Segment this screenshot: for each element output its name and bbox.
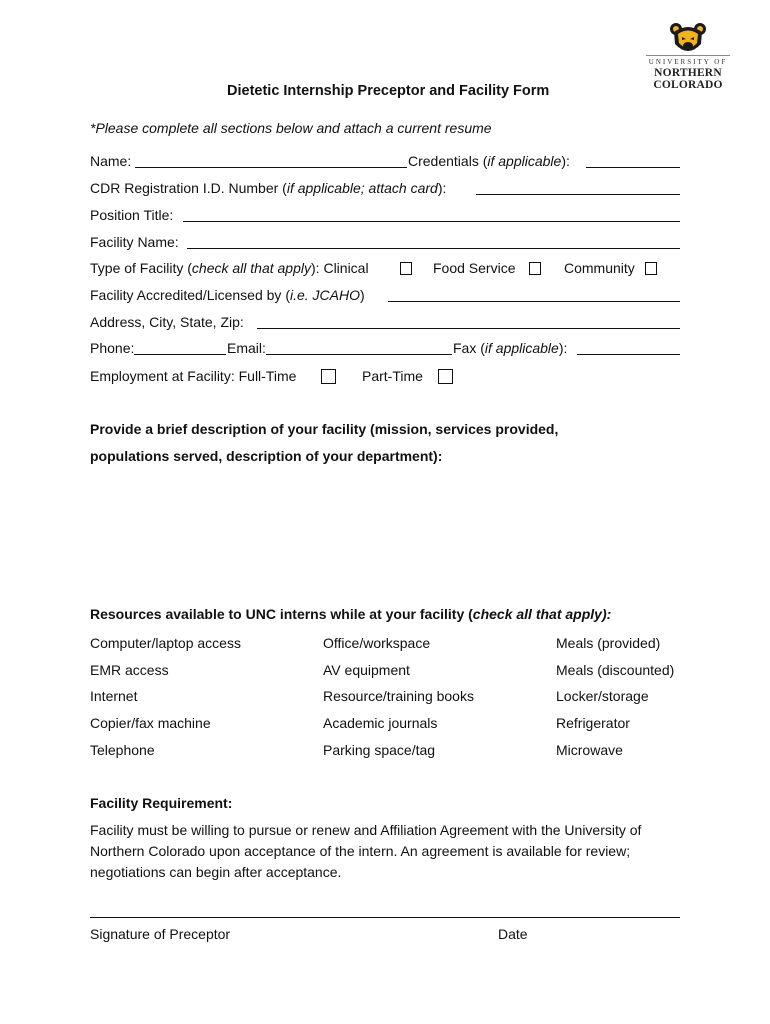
resource-item[interactable]: AV equipment <box>323 662 410 678</box>
accredited-field[interactable] <box>388 301 680 302</box>
resource-item[interactable]: Meals (provided) <box>556 635 661 651</box>
description-heading-line1: Provide a brief description of your facility (mission, services provided, <box>90 421 559 437</box>
accredited-label: Facility Accredited/Licensed by (i.e. JCAHO) <box>90 287 365 303</box>
fax-label: Fax (if applicable): <box>453 340 568 356</box>
resource-item[interactable]: Meals (discounted) <box>556 662 675 678</box>
address-label: Address, City, State, Zip: <box>90 314 244 330</box>
resource-item[interactable]: Copier/fax machine <box>90 715 211 731</box>
employment-label: Employment at Facility: Full-Time <box>90 368 297 384</box>
bear-mascot-icon <box>668 22 708 56</box>
facility-type-label: Type of Facility (check all that apply): Clinical <box>90 260 369 276</box>
resource-item[interactable]: Locker/storage <box>556 688 649 704</box>
resource-item[interactable]: Refrigerator <box>556 715 630 731</box>
position-label: Position Title: <box>90 207 174 223</box>
email-label: Email: <box>227 340 266 356</box>
clinical-checkbox[interactable] <box>400 262 412 275</box>
food-service-label: Food Service <box>433 260 516 276</box>
resource-item[interactable]: Microwave <box>556 742 623 758</box>
logo-line2: NORTHERN COLORADO <box>653 67 723 91</box>
requirement-text: Facility must be willing to pursue or renew and Affiliation Agreement with the University of Northern Colorado upon acceptance of the intern. An agreement is available for review; negotiations can begin after acceptance. <box>90 822 642 880</box>
email-field[interactable] <box>266 354 452 355</box>
name-field[interactable] <box>135 167 407 168</box>
resource-item[interactable]: Parking space/tag <box>323 742 436 758</box>
resource-item[interactable]: Academic journals <box>323 715 438 731</box>
food-service-checkbox[interactable] <box>529 262 541 275</box>
resource-item[interactable]: Office/workspace <box>323 635 431 651</box>
full-time-checkbox[interactable] <box>321 369 336 384</box>
date-label: Date <box>498 926 528 942</box>
signature-label: Signature of Preceptor <box>90 926 231 942</box>
description-heading-line2: populations served, description of your department): <box>90 448 443 464</box>
resource-item[interactable]: Computer/laptop access <box>90 635 241 651</box>
part-time-checkbox[interactable] <box>438 369 453 384</box>
facility-name-field[interactable] <box>187 248 680 249</box>
description-area[interactable] <box>90 475 680 595</box>
resource-item[interactable]: Resource/training books <box>323 688 474 704</box>
facility-name-label: Facility Name: <box>90 234 179 250</box>
cdr-field[interactable] <box>476 194 680 195</box>
unc-logo <box>618 22 758 91</box>
fax-field[interactable] <box>577 354 680 355</box>
resource-item[interactable]: EMR access <box>90 662 169 678</box>
signature-line[interactable] <box>90 917 680 918</box>
requirement-heading: Facility Requirement: <box>90 795 233 811</box>
part-time-label: Part-Time <box>362 368 423 384</box>
resource-item[interactable]: Internet <box>90 688 138 704</box>
name-label: Name: <box>90 153 132 169</box>
page-title: Dietetic Internship Preceptor and Facility Form <box>227 83 550 99</box>
resource-item[interactable]: Telephone <box>90 742 155 758</box>
community-checkbox[interactable] <box>645 262 657 275</box>
instruction-text: *Please complete all sections below and attach a current resume <box>90 120 492 136</box>
credentials-label: Credentials (if applicable): <box>408 153 570 169</box>
address-field[interactable] <box>257 328 680 329</box>
cdr-label: CDR Registration I.D. Number (if applicable; attach card): <box>90 180 447 196</box>
position-field[interactable] <box>183 221 680 222</box>
logo-line1: UNIVERSITY OF <box>648 58 728 66</box>
phone-field[interactable] <box>134 354 226 355</box>
phone-label: Phone: <box>90 340 135 356</box>
credentials-field[interactable] <box>586 167 680 168</box>
resources-heading: Resources available to UNC interns while at your facility (check all that apply): <box>90 606 612 622</box>
community-label: Community <box>564 260 635 276</box>
